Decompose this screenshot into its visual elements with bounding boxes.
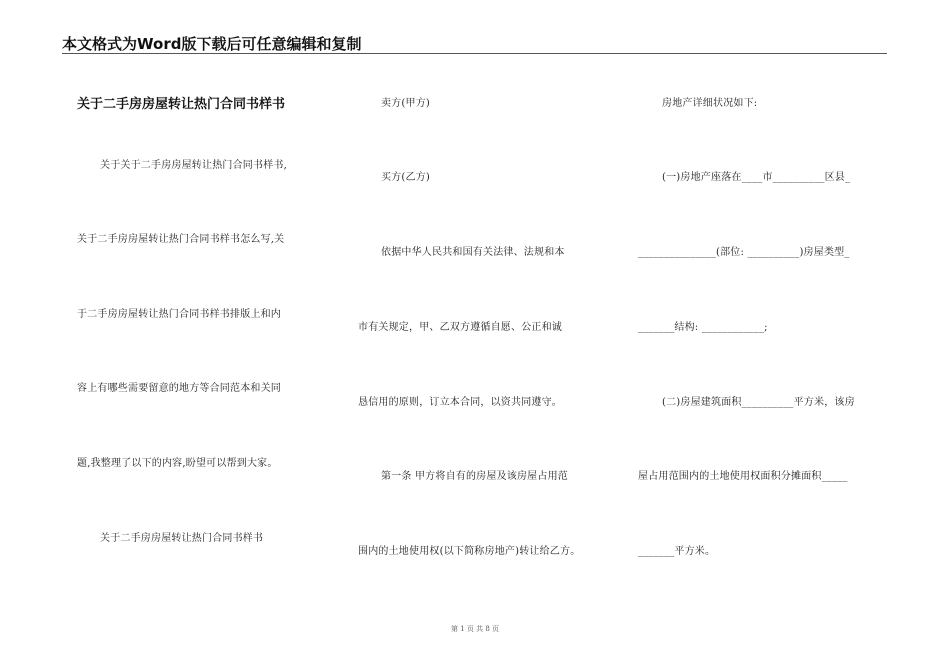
col3-line: 房地产详细状况如下: bbox=[662, 98, 758, 109]
col1-line: 关于二手房房屋转让热门合同书样书 bbox=[100, 533, 264, 544]
header-divider bbox=[62, 53, 887, 54]
col1-line: 容上有哪些需要留意的地方等合同范本和关同 bbox=[77, 383, 281, 394]
col3-line: (二)房屋建筑面积__________平方米，该房 bbox=[662, 397, 855, 408]
col3-line: (一)房地产座落在____市__________区县_ bbox=[662, 172, 851, 183]
col2-line: 第一条 甲方将自有的房屋及该房屋占用范 bbox=[381, 471, 568, 482]
col2-line: 买方(乙方) bbox=[381, 172, 431, 183]
col2-line: 市有关规定，甲、乙双方遵循自愿、公正和诚 bbox=[358, 322, 562, 333]
col1-line: 关于关于二手房房屋转让热门合同书样书, bbox=[100, 160, 287, 171]
document-title: 关于二手房房屋转让热门合同书样书 bbox=[77, 97, 286, 112]
col2-line: 依据中华人民共和国有关法律、法规和本 bbox=[381, 247, 565, 258]
col3-line: _______平方米。 bbox=[638, 546, 716, 557]
col3-line: _______结构: ____________; bbox=[638, 322, 768, 333]
col3-line: _______________(部位: __________)房屋类型_ bbox=[638, 247, 850, 258]
col2-line: 围内的土地使用权(以下简称房地产)转让给乙方。 bbox=[358, 546, 581, 557]
page-header-title: 本文格式为Word版下载后可任意编辑和复制 bbox=[62, 35, 362, 53]
col1-line: 关于二手房房屋转让热门合同书样书怎么写,关 bbox=[77, 234, 285, 245]
col2-line: 恳信用的原则，订立本合同，以资共同遵守。 bbox=[358, 397, 562, 408]
col1-line: 题,我整理了以下的内容,盼望可以帮到大家。 bbox=[77, 458, 278, 469]
page-number: 第 1 页 共 8 页 bbox=[450, 625, 500, 633]
col3-line: 屋占用范围内的土地使用权面积分摊面积_____ bbox=[638, 471, 848, 482]
col1-line: 于二手房房屋转让热门合同书样书排版上和内 bbox=[77, 309, 281, 320]
col2-line: 卖方(甲方) bbox=[381, 98, 431, 109]
